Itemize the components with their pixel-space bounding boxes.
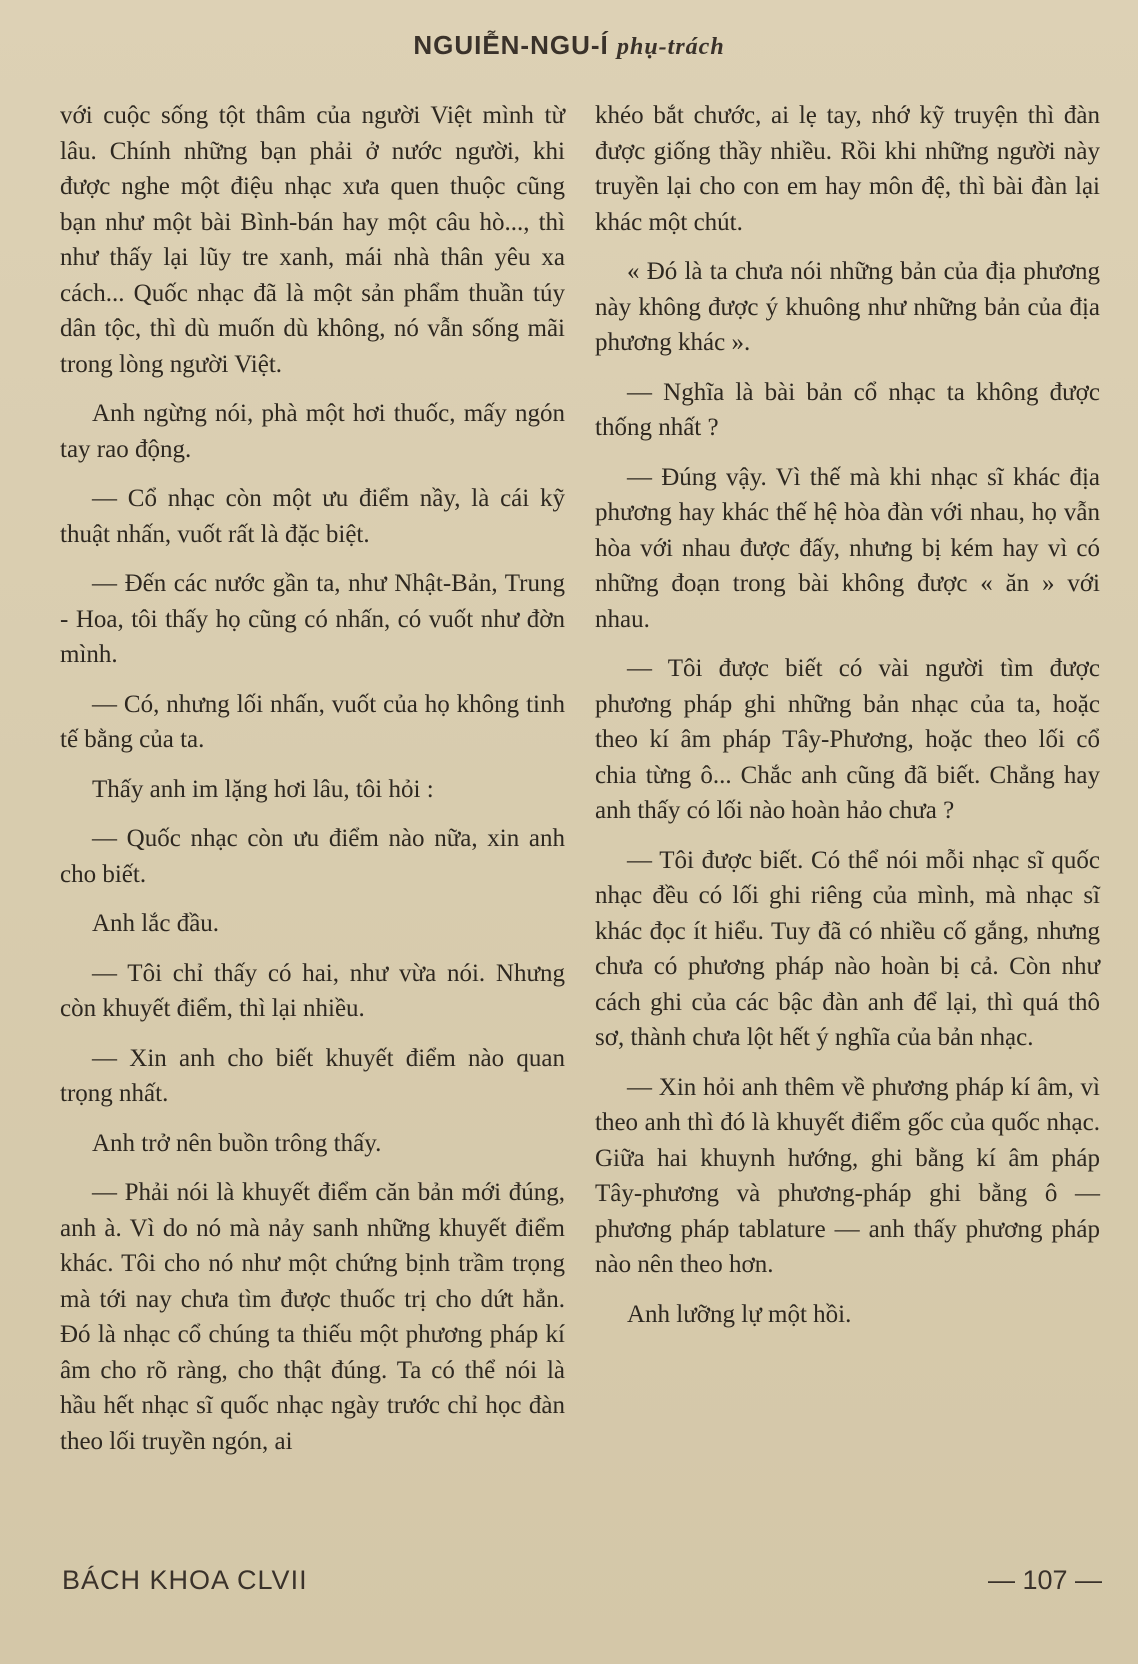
paragraph: Anh lưỡng lự một hồi. (627, 1300, 852, 1328)
paragraph: — Xin hỏi anh thêm về phương pháp kí âm, vì theo anh thì đó là khuyết điểm gốc của quốc nhạc. Giữa hai khuynh hướng, ghi bằng kí âm pháp Tây-phương và phương-pháp ghi bằng ô — phương pháp tablature — anh thấy phương pháp nào nên theo hơn. (595, 1073, 1100, 1278)
paragraph: với cuộc sống tột thâm của người Việt mình từ lâu. Chính những bạn phải ở nước người, khi được nghe một điệu nhạc xưa quen thuộc cũng bạn như một bài Bình-bán hay một câu hò..., thì như thấy lại lũy tre xanh, mái nhà thân yêu xa cách... Quốc nhạc đã là một sản phẩm thuần túy dân tộc, thì dù muốn dù không, nó vẫn sống mãi trong lòng người Việt. (60, 102, 565, 378)
paragraph: Anh trở nên buồn trông thấy. (92, 1129, 382, 1157)
right-column (595, 98, 1100, 1346)
running-head-title: NGUIỄN-NGU-Í (413, 30, 609, 60)
page-number: — 107 — (987, 1565, 1102, 1595)
paragraph: — Có, nhưng lối nhấn, vuốt của họ không tinh tế bằng của ta. (60, 690, 565, 753)
paragraph: — Cổ nhạc còn một ưu điểm nầy, là cái kỹ thuật nhấn, vuốt rất là đặc biệt. (60, 485, 565, 548)
magazine-issue: BÁCH KHOA CLVII (62, 1565, 308, 1595)
paragraph: — Tôi chỉ thấy có hai, như vừa nói. Nhưng còn khuyết điểm, thì lại nhiều. (60, 959, 565, 1022)
paragraph: — Tôi được biết có vài người tìm được phương pháp ghi những bản nhạc của ta, hoặc theo kí âm pháp Tây-Phương, hoặc theo lối cổ chia từng ô... Chắc anh cũng đã biết. Chẳng hay anh thấy có lối nào hoàn hảo chưa ? (595, 655, 1100, 824)
paragraph: — Đúng vậy. Vì thế mà khi nhạc sĩ khác địa phương hay khác thế hệ hòa đàn với nhau, họ vẫn hòa với nhau được đấy, nhưng bị kém hay vì có những đoạn trong bài không được « ăn » với nhau. (595, 463, 1100, 633)
paragraph: Anh ngừng nói, phà một hơi thuốc, mấy ngón tay rao động. (60, 400, 565, 463)
paragraph: — Nghĩa là bài bản cổ nhạc ta không được thống nhất ? (595, 378, 1100, 441)
paragraph: Anh lắc đầu. (92, 910, 220, 937)
paragraph: — Xin anh cho biết khuyết điểm nào quan trọng nhất. (60, 1044, 565, 1107)
running-head (0, 30, 1138, 61)
left-column (60, 98, 565, 1473)
paragraph: — Tôi được biết. Có thể nói mỗi nhạc sĩ quốc nhạc đều có lối ghi riêng của mình, mà nhạc sĩ khác đọc ít hiểu. Tuy đã có nhiều cố gắng, nhưng chưa có phương pháp nào hoàn bị cả. Còn như cách ghi của các bậc đàn anh để lại, thì quá thô sơ, thành chưa lột hết ý nghĩa của bản nhạc. (595, 846, 1100, 1051)
paragraph: — Quốc nhạc còn ưu điểm nào nữa, xin anh cho biết. (60, 825, 565, 888)
running-head-subtitle: phụ-trách (616, 34, 725, 60)
paragraph: « Đó là ta chưa nói những bản của địa phương này không được ý khuông như những bản của địa phương khác ». (595, 258, 1100, 356)
paragraph: — Phải nói là khuyết điểm căn bản mới đúng, anh à. Vì do nó mà nảy sanh những khuyết điểm khác. Tôi cho nó như một chứng bịnh trầm trọng mà tới nay chưa tìm được thuốc trị cho dứt hẳn. Đó là nhạc cổ chúng ta thiếu một phương pháp kí âm cho rõ ràng, cho thật đúng. Ta có thể nói là hầu hết nhạc sĩ quốc nhạc ngày trước chỉ học đàn theo lối truyền ngón, ai (60, 1179, 565, 1455)
paragraph: Thấy anh im lặng hơi lâu, tôi hỏi : (92, 775, 434, 803)
paragraph: khéo bắt chước, ai lẹ tay, nhớ kỹ truyện thì đàn được giống thầy nhiều. Rồi khi những người này truyền lại cho con em hay môn đệ, thì bài đàn lại khác một chút. (595, 102, 1100, 236)
paragraph: — Đến các nước gần ta, như Nhật-Bản, Trung - Hoa, tôi thấy họ cũng có nhấn, có vuốt như đờn mình. (60, 570, 565, 668)
